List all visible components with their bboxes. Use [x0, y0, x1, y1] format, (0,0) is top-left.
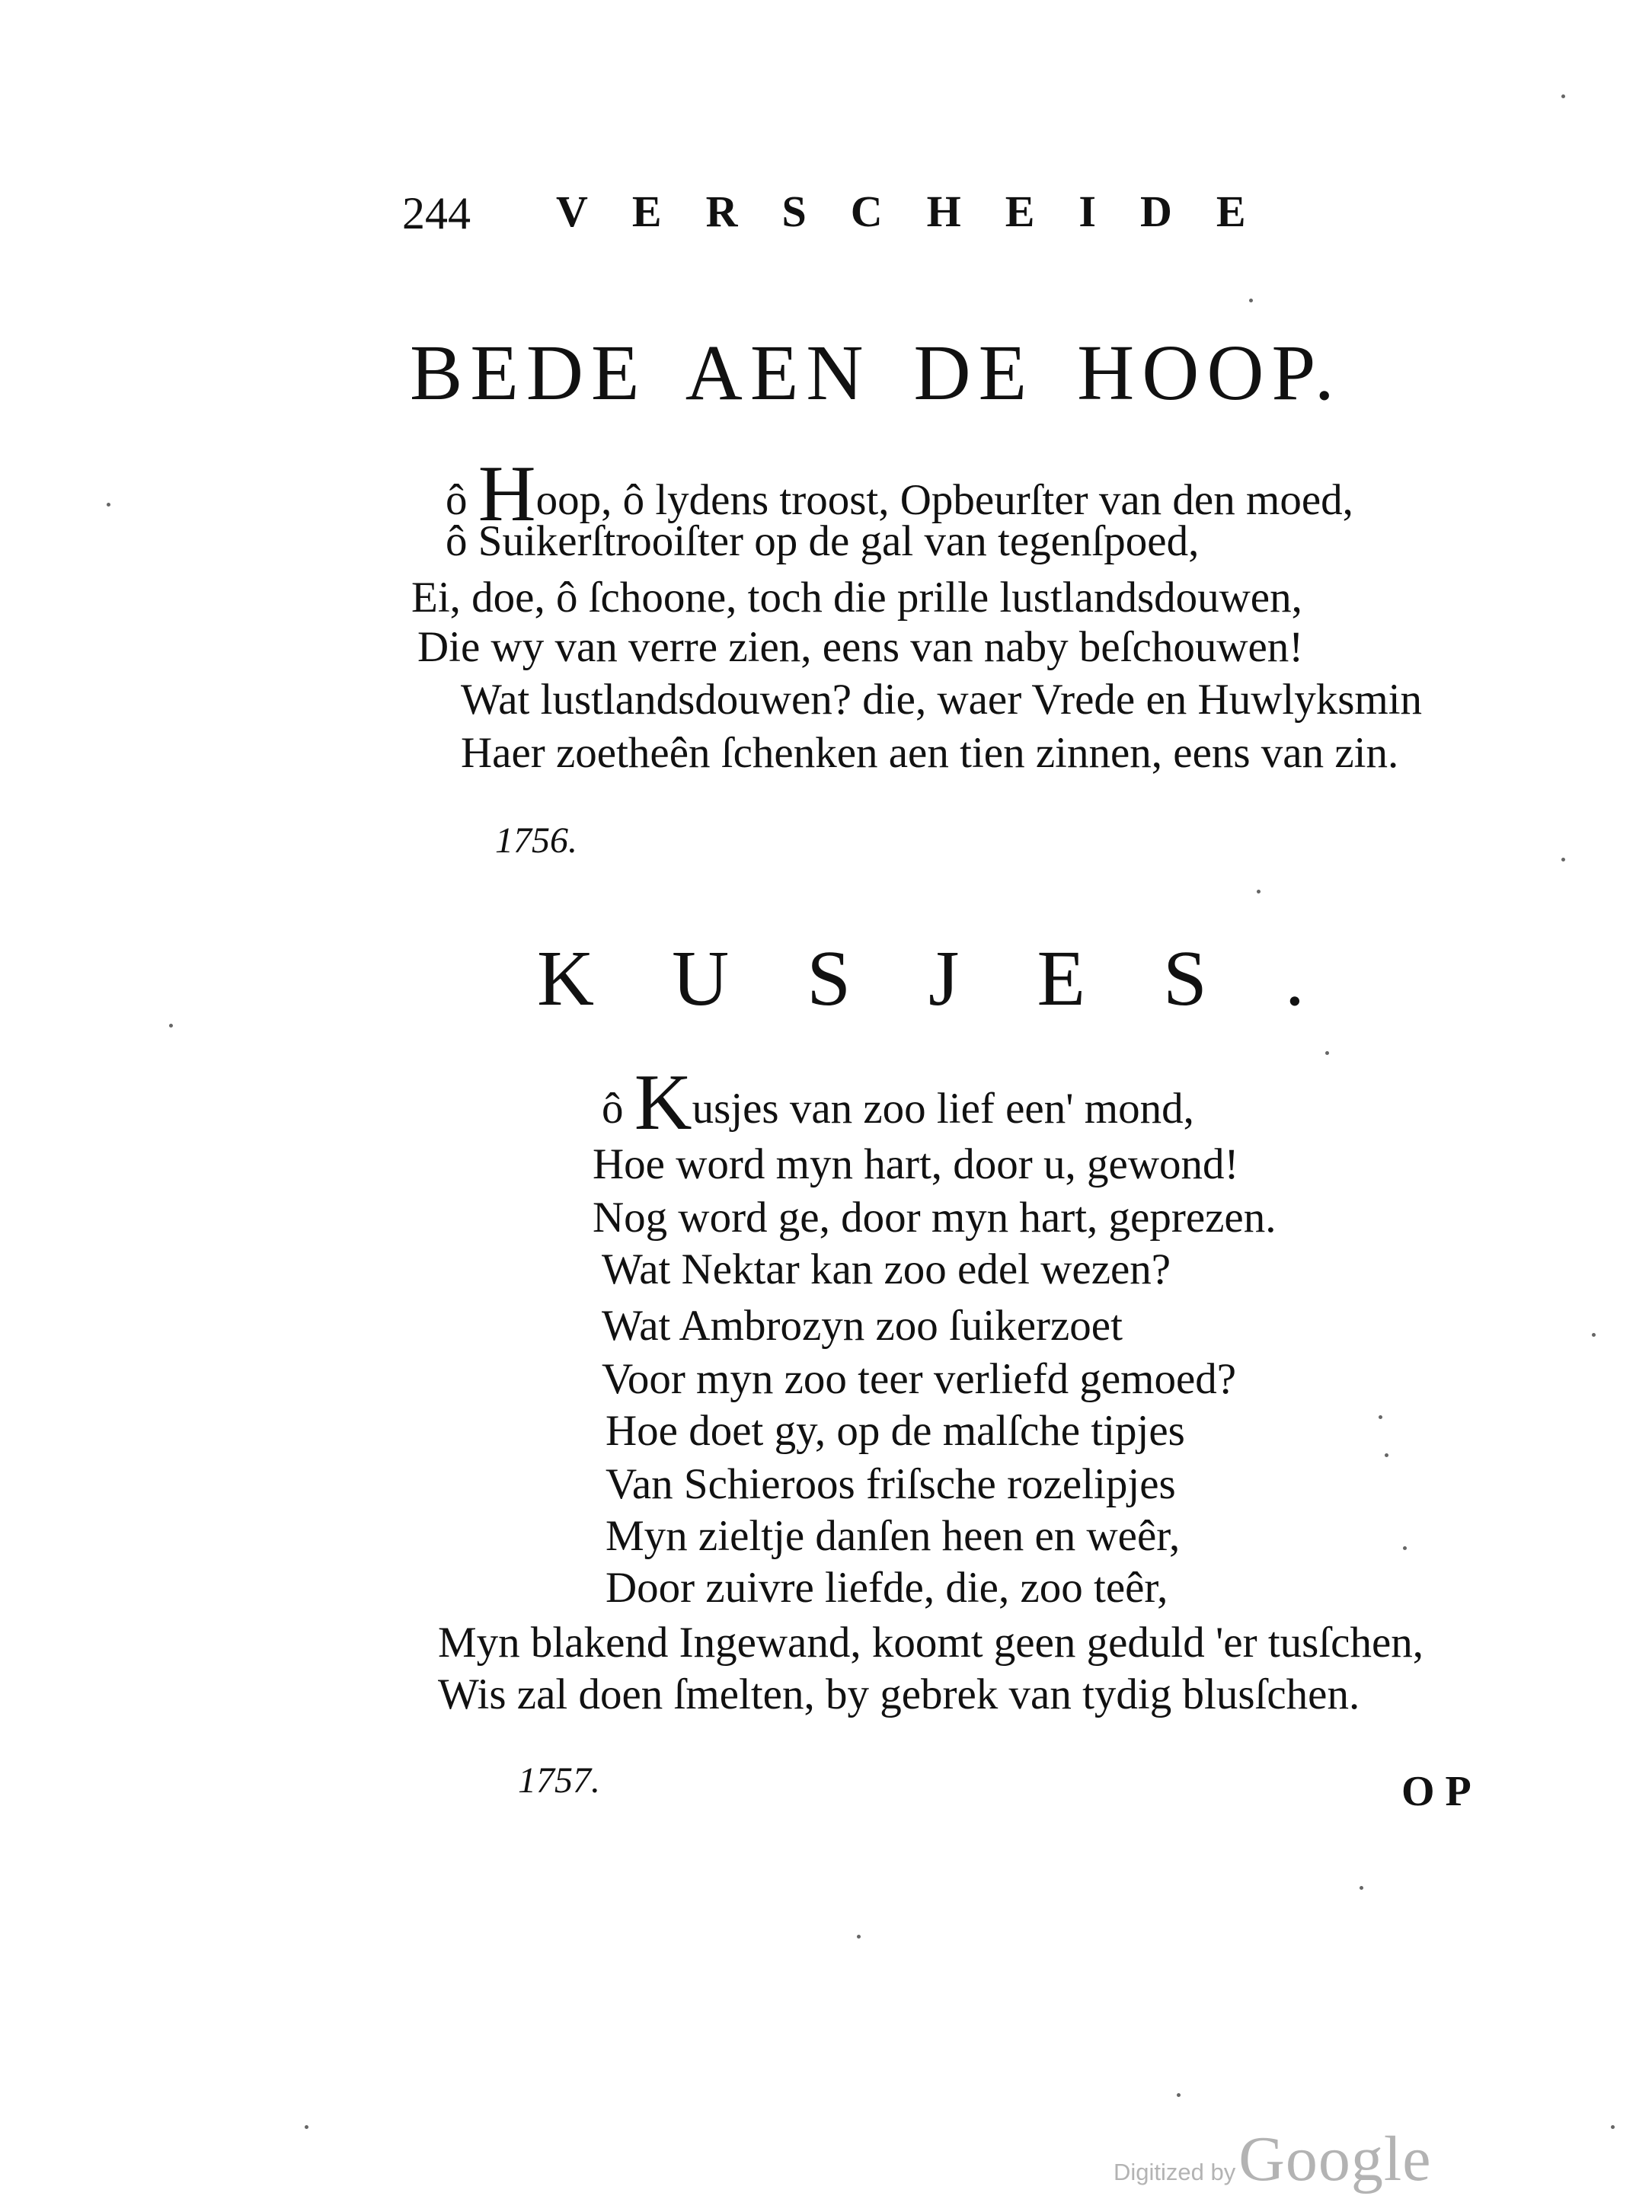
- scan-speck: [1385, 1453, 1388, 1457]
- verse-line: Haer zoetheên ſchenken aen tien zinnen, eens van zin.: [461, 729, 1399, 777]
- drop-capital: H: [478, 449, 536, 538]
- scan-speck: [1177, 2093, 1181, 2097]
- digitized-by-watermark: [1114, 2122, 1432, 2196]
- scan-speck: [169, 1024, 173, 1028]
- scan-speck: [1403, 1546, 1407, 1550]
- scan-speck: [857, 1935, 861, 1939]
- catchword: OP: [1401, 1768, 1482, 1815]
- verse-line: Voor myn zoo teer verliefd gemoed?: [602, 1355, 1237, 1403]
- verse-line: Die wy van verre zien, eens van naby beſchouwen!: [417, 623, 1304, 671]
- scan-speck: [1360, 1886, 1363, 1890]
- poem-title: BEDE AEN DE HOOP.: [410, 329, 1342, 417]
- poem-year: 1756.: [495, 820, 577, 861]
- verse-prefix: ô: [446, 476, 478, 524]
- verse-line: [446, 449, 1353, 538]
- verse-line: Myn zieltje danſen heen en weêr,: [606, 1512, 1181, 1560]
- google-logo: Google: [1238, 2124, 1432, 2194]
- scan-speck: [1561, 94, 1565, 98]
- scan-speck: [107, 503, 110, 507]
- verse-line: Wat lustlandsdouwen? die, waer Vrede en Huwlyksmin: [461, 676, 1423, 724]
- verse-line: Wat Nektar kan zoo edel wezen?: [602, 1245, 1171, 1293]
- verse-line: ô Suikerſtrooiſter op de gal van tegenſpoed,: [446, 517, 1200, 565]
- scan-speck: [1592, 1333, 1596, 1337]
- verse-text: usjes van zoo lief een' mond,: [692, 1085, 1194, 1133]
- scan-speck: [1561, 858, 1565, 861]
- verse-line: Van Schieroos friſsche rozelipjes: [606, 1460, 1176, 1508]
- verse-line: Nog word ge, door myn hart, geprezen.: [593, 1194, 1277, 1242]
- verse-line: Hoe word myn hart, door u, gewond!: [593, 1140, 1239, 1188]
- scan-speck: [1325, 1051, 1329, 1055]
- verse-line: Ei, doe, ô ſchoone, toch die prille lustlandsdouwen,: [411, 574, 1302, 622]
- poem-title: KUSJES.: [537, 935, 1382, 1022]
- scan-speck: [1611, 2125, 1615, 2129]
- page-number: 244: [402, 188, 471, 238]
- verse-line: Myn blakend Ingewand, koomt geen geduld 'er tusſchen,: [438, 1619, 1424, 1667]
- running-title: VERSCHEIDE: [556, 187, 1290, 236]
- verse-line: Door zuivre liefde, die, zoo teêr,: [606, 1564, 1168, 1612]
- drop-capital: K: [634, 1057, 692, 1146]
- watermark-prefix: Digitized by: [1114, 2159, 1236, 2185]
- scan-speck: [1257, 890, 1261, 893]
- verse-text: oop, ô lydens troost, Opbeurſter van den moed,: [535, 476, 1353, 524]
- verse-line: Hoe doet gy, op de malſche tipjes: [606, 1407, 1185, 1455]
- scan-speck: [1379, 1415, 1382, 1419]
- verse-line: Wat Ambrozyn zoo ſuikerzoet: [602, 1302, 1123, 1350]
- verse-line: Wis zal doen ſmelten, by gebrek van tydig blusſchen.: [438, 1670, 1360, 1718]
- scan-speck: [305, 2125, 308, 2129]
- scan-speck: [1249, 299, 1253, 302]
- verse-line: [602, 1057, 1194, 1146]
- verse-prefix: ô: [602, 1085, 634, 1133]
- poem-year: 1757.: [518, 1760, 600, 1801]
